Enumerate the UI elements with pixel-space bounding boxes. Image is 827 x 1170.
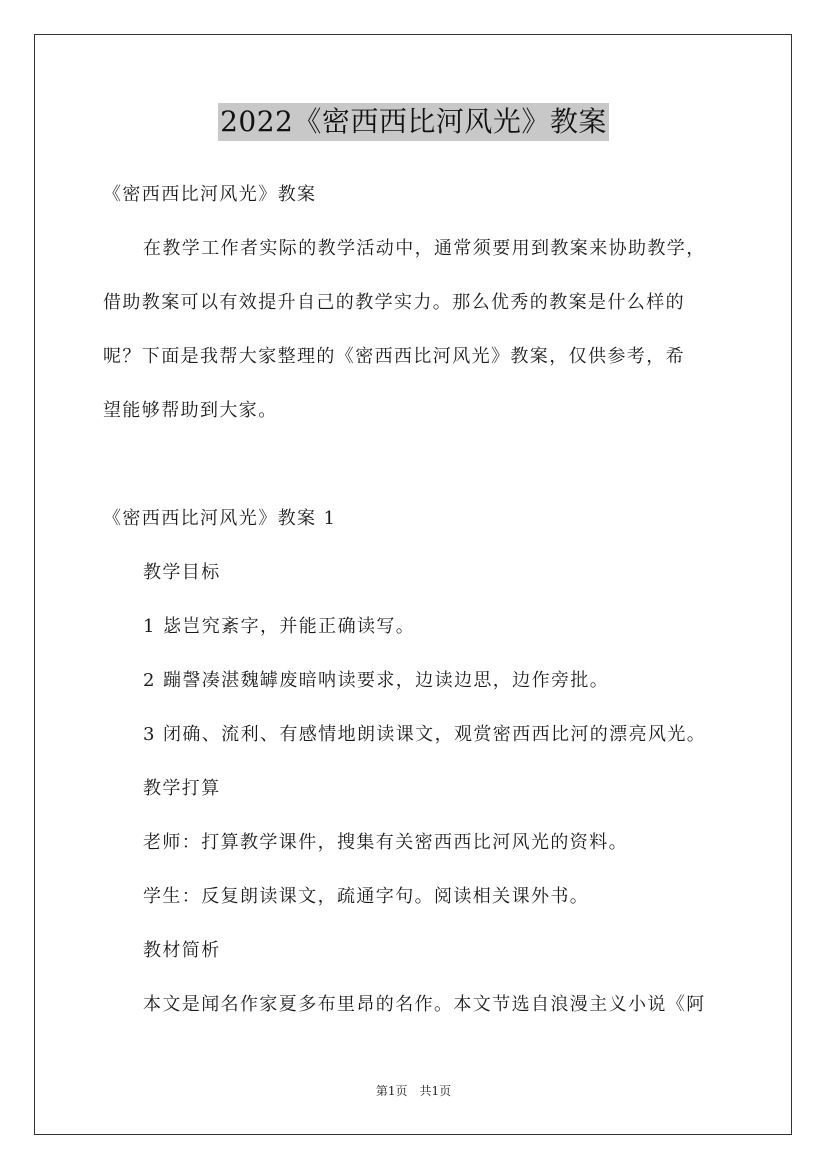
preparation-teacher: 老师：打算教学课件，搜集有关密西西比河风光的资料。 xyxy=(143,832,628,853)
goal-item-3: 3 闭确、流利、有感情地朗读课文，观赏密西西比河的漂亮风光。 xyxy=(143,724,707,745)
intro-line-4: 望能够帮助到大家。 xyxy=(103,400,278,421)
heading-textbook-analysis: 教材简析 xyxy=(143,940,221,961)
heading-teaching-goals: 教学目标 xyxy=(143,562,221,583)
title-container xyxy=(0,103,827,141)
subtitle: 《密西西比河风光》教案 xyxy=(103,184,317,205)
preparation-student: 学生：反复朗读课文，疏通字句。阅读相关课外书。 xyxy=(143,886,590,907)
goal-item-1: 1 毖岂究紊字，并能正确读写。 xyxy=(143,616,416,637)
section-heading: 《密西西比河风光》教案 1 xyxy=(103,508,337,529)
intro-line-2: 借助教案可以有效提升自己的教学实力。那么优秀的教案是什么样的 xyxy=(103,292,685,313)
document-title: 2022《密西西比河风光》教案 xyxy=(218,103,609,141)
goal-item-2: 2 蹦謦凑湛魏罅废暗呐读要求，边读边思，边作旁批。 xyxy=(143,670,610,691)
analysis-line-1: 本文是闻名作家夏多布里昂的名作。本文节选自浪漫主义小说《阿 xyxy=(143,994,706,1015)
intro-line-1: 在教学工作者实际的教学活动中，通常须要用到教案来协助教学， xyxy=(143,238,706,259)
page-number: 第1页 共1页 xyxy=(375,1084,452,1098)
heading-teaching-preparation: 教学打算 xyxy=(143,778,221,799)
intro-line-3: 呢？下面是我帮大家整理的《密西西比河风光》教案，仅供参考，希 xyxy=(103,346,685,367)
